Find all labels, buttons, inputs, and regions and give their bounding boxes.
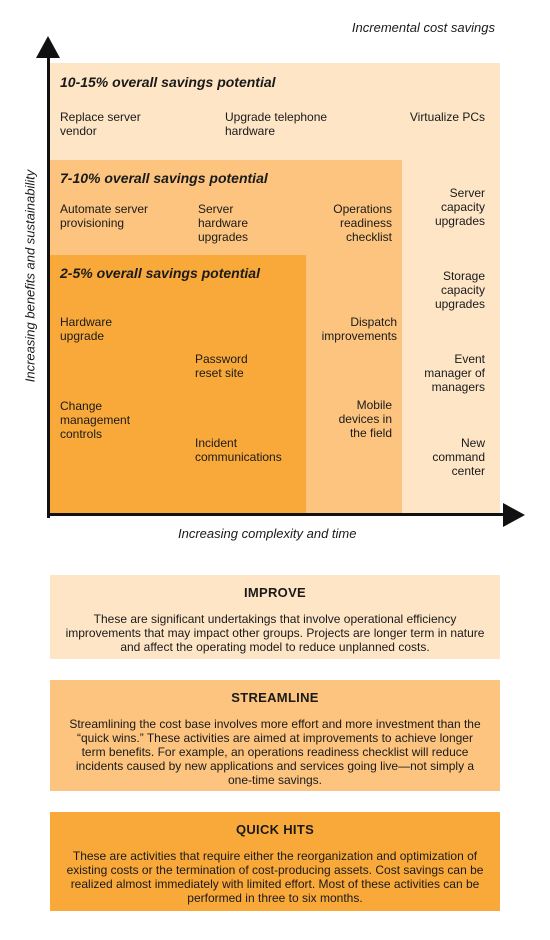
item-hardware-upgrade: Hardware upgrade: [60, 315, 113, 343]
zone-mid-title: 7-10% overall savings potential: [60, 170, 268, 186]
item-server-hardware-upgrades: Server hardware upgrades: [198, 202, 249, 244]
x-axis: [47, 513, 507, 516]
item-incident-communications: Incident communications: [195, 436, 282, 464]
panel-improve-text: These are significant undertakings that involve operational efficiency improvements that may impact other groups. Projects are longer term in nature and affect the operating model to reduce unplanned costs.: [65, 612, 485, 654]
item-dispatch-improvements: Dispatch improvements: [321, 315, 397, 343]
item-operations-readiness-checklist: Operations readiness checklist: [333, 202, 392, 244]
item-replace-server-vendor: Replace server vendor: [60, 110, 141, 138]
zone-inner-title: 2-5% overall savings potential: [60, 265, 260, 281]
panel-quick-hits: [50, 812, 500, 911]
item-storage-capacity-upgrades: Storage capacity upgrades: [434, 269, 485, 311]
y-axis: [47, 52, 50, 518]
item-virtualize-pcs: Virtualize PCs: [409, 110, 485, 124]
panel-improve-title: IMPROVE: [243, 585, 307, 600]
panel-improve: [50, 575, 500, 659]
zone-inner: [50, 255, 306, 513]
arrow-right-icon: [503, 503, 525, 527]
zone-outer-title: 10-15% overall savings potential: [60, 74, 276, 90]
arrow-up-icon: [36, 36, 60, 58]
x-axis-label: Increasing complexity and time: [178, 526, 357, 541]
item-event-manager: Event manager of managers: [424, 352, 485, 394]
item-password-reset-site: Password reset site: [195, 352, 248, 380]
panel-streamline: [50, 680, 500, 791]
panel-quick-hits-text: These are activities that require either the reorganization and optimization of existing costs or the termination of cost-producing assets. Cost savings can be realized almost immediately with limited effort. Most of these activities can be performed in three to six months.: [66, 849, 484, 905]
y-axis-label: Increasing benefits and sustainability: [22, 169, 38, 383]
top-label: Incremental cost savings: [351, 20, 495, 35]
item-upgrade-telephone-hardware: Upgrade telephone hardware: [225, 110, 328, 138]
panel-quick-hits-title: QUICK HITS: [235, 822, 315, 837]
item-new-command-center: New command center: [432, 436, 485, 478]
panel-streamline-title: STREAMLINE: [231, 690, 319, 705]
item-mobile-devices: Mobile devices in the field: [338, 398, 392, 440]
panel-streamline-text: Streamlining the cost base involves more effort and more investment than the “quick wins.” These activities are aimed at improvements to achieve longer term benefits. For example, an operations readiness checklist will reduce incidents caused by new applications and services going live—not simply a one-time savings.: [69, 717, 481, 787]
item-server-capacity-upgrades: Server capacity upgrades: [434, 186, 485, 228]
item-automate-server-provisioning: Automate server provisioning: [60, 202, 149, 230]
item-change-management-controls: Change management controls: [60, 399, 131, 441]
